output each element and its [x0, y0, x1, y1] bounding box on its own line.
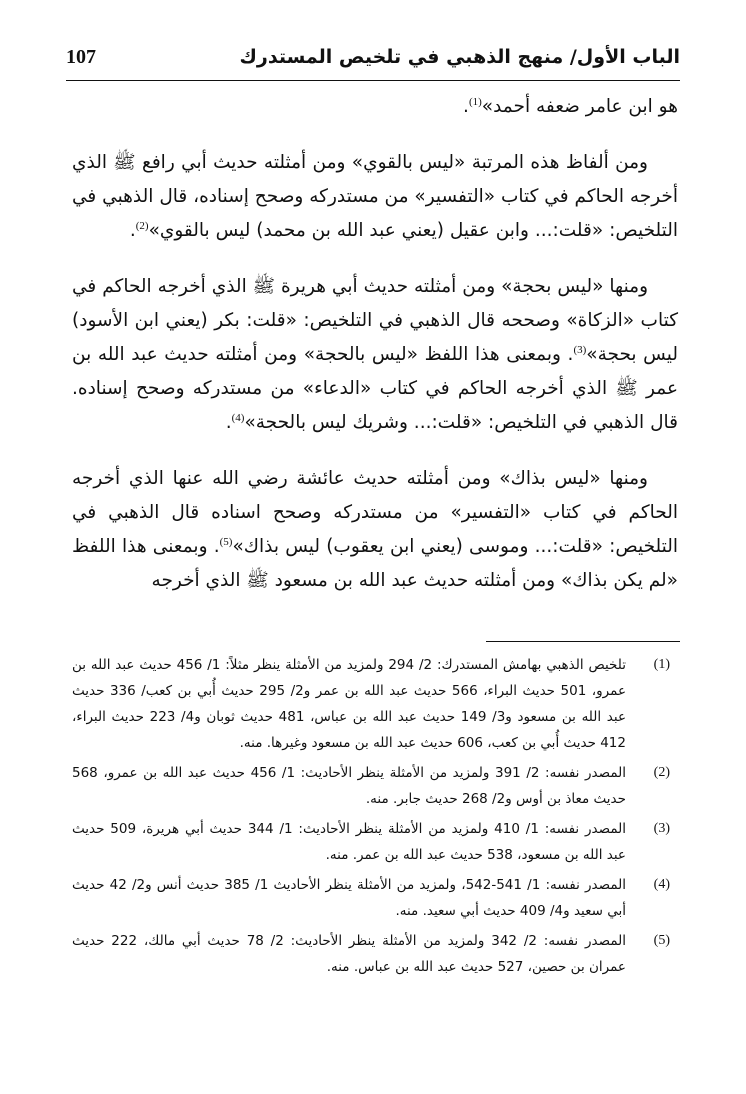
footnote-text: المصدر نفسه: 1/ 541-542، ولمزيد من الأمثلة ينظر الأحاديث 1/ 385 حديث أنس و2/ 42 حديث أبي سعيد و4/ 409 حديث أبي سعيد. منه. — [72, 877, 626, 919]
footnote-text: المصدر نفسه: 1/ 410 ولمزيد من الأمثلة ينظر الأحاديث: 1/ 344 حديث أبي هريرة، 509 حديث عبد الله بن مسعود، 538 حديث عبد الله بن عمر. منه. — [72, 821, 626, 863]
paragraph-4 — [72, 462, 678, 598]
footnote-number: (3) — [653, 821, 670, 836]
paragraph-1-text: هو ابن عامر ضعفه أحمد» — [481, 96, 678, 117]
footnote-ref-5: (5) — [219, 535, 233, 548]
running-header — [66, 44, 680, 81]
footnote-1 — [72, 652, 678, 756]
footnote-3 — [72, 816, 678, 868]
footnote-ref-1: (1) — [468, 95, 482, 108]
footnote-ref-2: (2) — [135, 219, 149, 232]
footnote-number: (2) — [653, 765, 670, 780]
footnote-number: (1) — [653, 657, 670, 672]
footnote-text: تلخيص الذهبي بهامش المستدرك: 2/ 294 ولمزيد من الأمثلة ينظر مثلاً: 1/ 456 حديث عبد الله بن عمرو، 501 حديث البراء، 566 حديث عبد الله بن عمر و2/ 295 حديث أُبي بن كعب/ 336 حديث عبد الله بن مسعود و3/ 149 حديث عبد الله بن عباس، 481 حديث ثوبان و4/ 223 حديث البراء، 412 حديث أُبي بن كعب، 606 حديث عبد الله بن مسعود وغيرها. منه. — [72, 657, 627, 751]
footnote-number: (4) — [653, 877, 670, 892]
paragraph-3-text-a: ومنها «ليس بحجة» ومن أمثلته حديث أبي هريرة ﷺ الذي أخرجه الحاكم في كتاب «الزكاة» وصححه قال الذهبي في التلخيص: «قلت: بكر (يعني ابن الأسود) ليس بحجة» — [72, 276, 678, 365]
paragraph-3-end: . — [225, 412, 232, 433]
paragraph-1 — [72, 90, 678, 124]
footnote-ref-3: (3) — [573, 343, 587, 356]
footnote-ref-4: (4) — [231, 411, 245, 424]
paragraph-3-text-b: . وبمعنى هذا اللفظ «ليس بالحجة» ومن أمثلته حديث عبد الله بن عمر ﷺ الذي أخرجه الحاكم في كتاب «الدعاء» من مستدركه وصحح إسناده. قال الذهبي في التلخيص: «قلت:... وشريك ليس بالحجة» — [72, 344, 678, 433]
paragraph-3 — [72, 270, 678, 440]
paragraph-2 — [72, 146, 678, 248]
paragraph-1-end: . — [463, 96, 469, 117]
footnote-separator — [486, 641, 680, 642]
paragraph-4-text-b: . وبمعنى هذا اللفظ «لم يكن بذاك» ومن أمثلته حديث عبد الله بن مسعود ﷺ الذي أخرجه — [72, 536, 678, 591]
chapter-title: الباب الأول/ منهج الذهبي في تلخيص المستدرك — [239, 46, 680, 68]
footnote-5 — [72, 928, 678, 980]
footnote-4 — [72, 872, 678, 924]
paragraph-2-end: . — [129, 220, 136, 241]
footnote-2 — [72, 760, 678, 812]
main-text — [72, 90, 678, 620]
footnote-number: (5) — [653, 933, 670, 948]
page-number: 107 — [66, 46, 96, 68]
paragraph-4-text-a: ومنها «ليس بذاك» ومن أمثلته حديث عائشة رضي الله عنها الذي أخرجه الحاكم في كتاب «التفسير» من مستدركه وصحح اسناده قال الذهبي في التلخيص: «قلت:... وموسى (يعني ابن يعقوب) ليس بذاك» — [72, 468, 678, 557]
footnote-text: المصدر نفسه: 2/ 391 ولمزيد من الأمثلة ينظر الأحاديث: 1/ 456 حديث عبد الله بن عمرو، 568 حديث معاذ بن أوس و2/ 268 حديث جابر. منه. — [72, 765, 626, 807]
footnote-text: المصدر نفسه: 2/ 342 ولمزيد من الأمثلة ينظر الأحاديث: 2/ 78 حديث أبي مالك، 222 حديث عمران بن حصين، 527 حديث عبد الله بن عباس. منه. — [72, 933, 626, 975]
paragraph-2-text: ومن ألفاظ هذه المرتبة «ليس بالقوي» ومن أمثلته حديث أبي رافع ﷺ الذي أخرجه الحاكم في كتاب «التفسير» من مستدركه وصحح إسناده، قال الذهبي في التلخيص: «قلت:... وابن عقيل (يعني عبد الله بن محمد) ليس بالقوي» — [72, 152, 678, 241]
footnotes — [72, 652, 678, 984]
